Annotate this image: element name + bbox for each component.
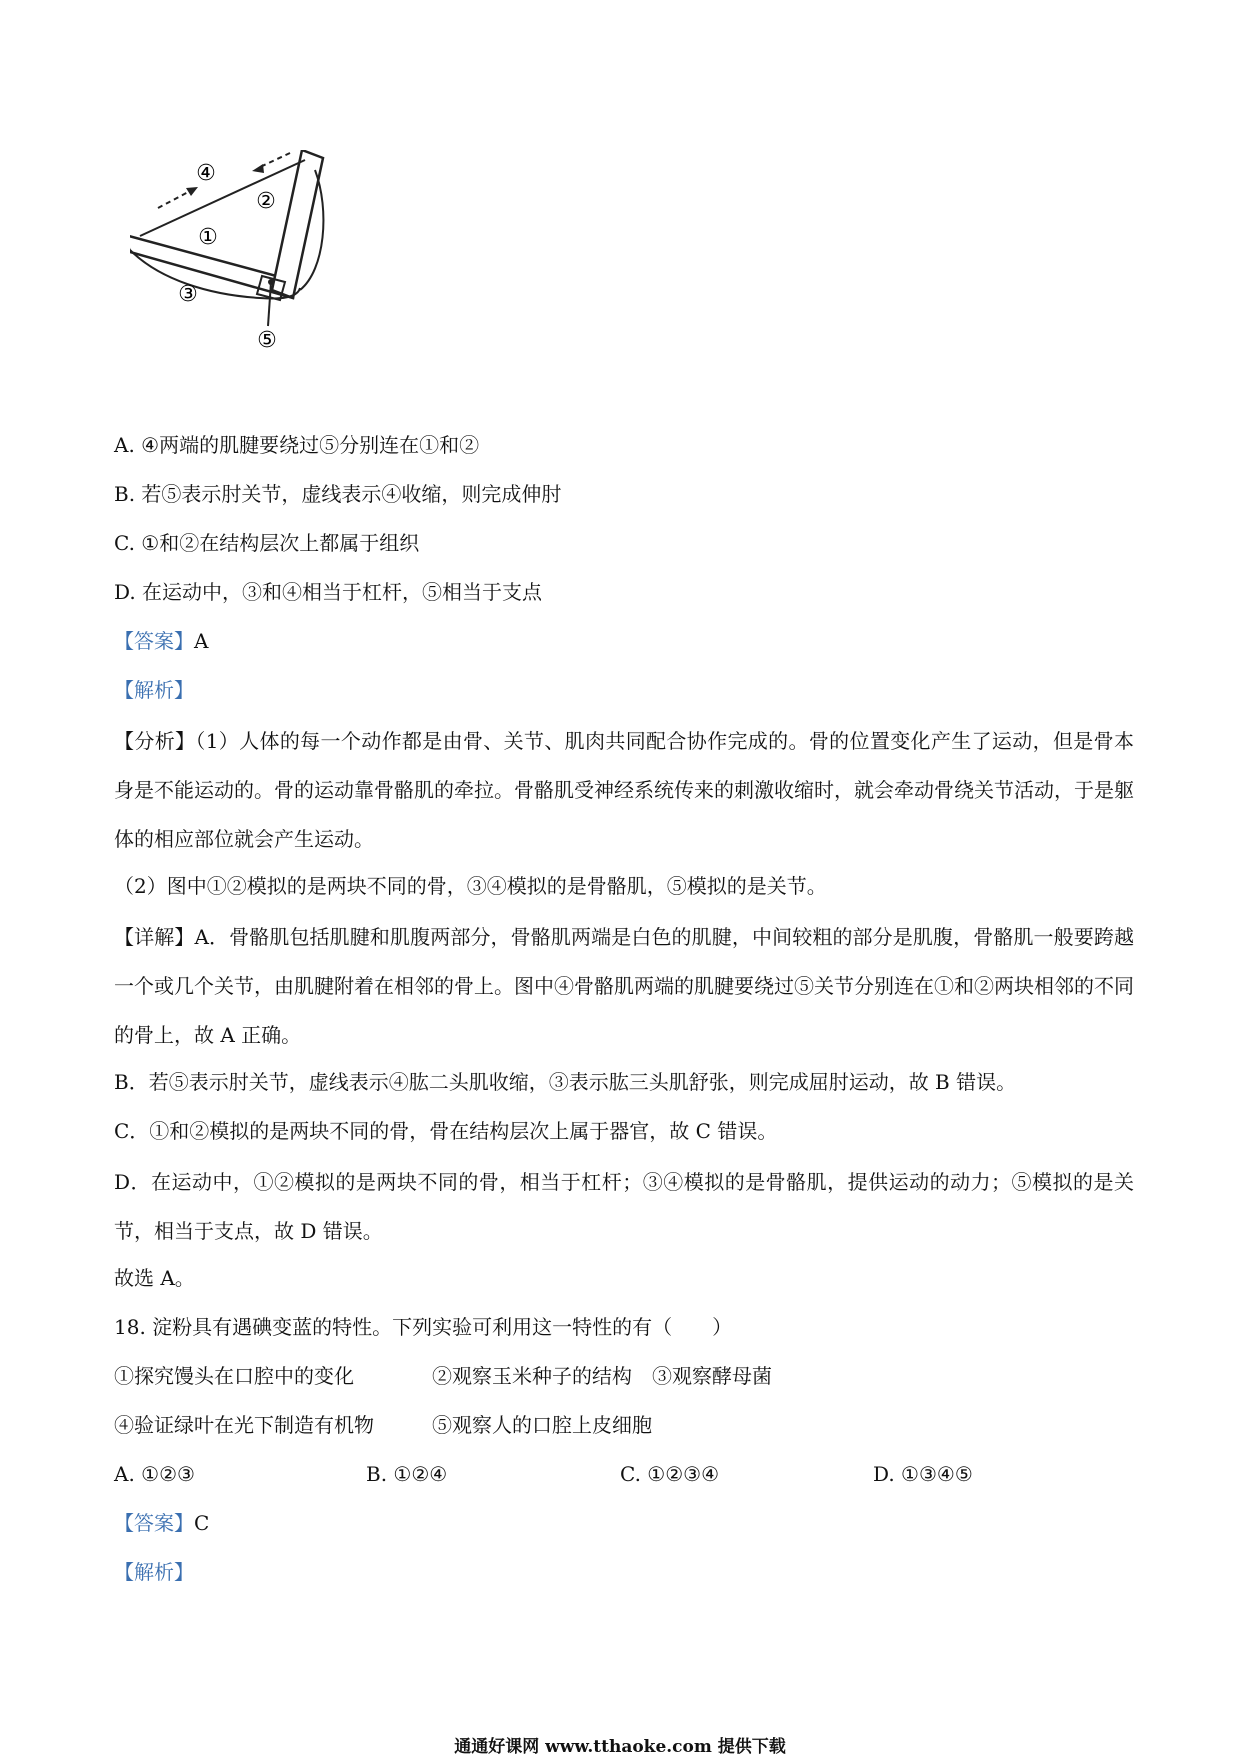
q18-item-3: ③观察酵母菌: [652, 1364, 772, 1388]
q17-answer: [114, 629, 208, 653]
fenxi-tag: 【分析】: [114, 729, 196, 753]
q17-conclusion: 故选 A。: [114, 1266, 195, 1290]
q18-item-4: ④验证绿叶在光下制造有机物: [114, 1413, 374, 1437]
q17-option-a: A. ④两端的肌腱要绕过⑤分别连在①和②: [114, 433, 480, 457]
q17-option-b: B. 若⑤表示肘关节，虚线表示④收缩，则完成伸肘: [114, 482, 562, 506]
label-1: ①: [198, 225, 218, 250]
q17-detail-d-paragraph: D．在运动中，①②模拟的是两块不同的骨，相当于杠杆；③④模拟的是骨骼肌，提供运动的动力；⑤模拟的是关节，相当于支点，故 D 错误。: [114, 1170, 1134, 1243]
q18-item-2: ②观察玉米种子的结构: [432, 1364, 632, 1388]
q17-detail-c: C．①和②模拟的是两块不同的骨，骨在结构层次上属于器官，故 C 错误。: [114, 1119, 778, 1143]
q18-stem: 18. 淀粉具有遇碘变蓝的特性。下列实验可利用这一特性的有（ ）: [114, 1315, 733, 1339]
q17-option-c: C. ①和②在结构层次上都属于组织: [114, 531, 420, 555]
q18-option-a: A. ①②③: [114, 1462, 195, 1486]
muscle-4-line: [140, 160, 305, 236]
q17-analysis-heading: [114, 678, 194, 702]
detail-a-text: A．骨骼肌包括肌腱和肌腹两部分，骨骼肌两端是白色的肌腱，中间较粗的部分是肌腹，骨骼肌一般要跨越一个或几个关节，由肌腱附着在相邻的骨上。图中④骨骼肌两端的肌腱要绕过⑤关节分别连在①和②两块相邻的不同的骨上，故 A 正确。: [114, 925, 1134, 1047]
q18-item-1: ①探究馒头在口腔中的变化: [114, 1364, 354, 1388]
label-2: ②: [256, 189, 276, 214]
label-4: ④: [196, 161, 216, 186]
q18-option-b: B. ①②④: [366, 1462, 448, 1486]
answer-tag: 【答案】: [114, 1511, 194, 1535]
muscle-bone-model-diagram: [130, 150, 380, 410]
analysis-tag: 【解析】: [114, 678, 194, 702]
q17-detail-a-paragraph: [114, 913, 1134, 1060]
label-5: ⑤: [257, 328, 277, 353]
label-3: ③: [178, 282, 198, 307]
q17-option-d: D. 在运动中，③和④相当于杠杆，⑤相当于支点: [114, 580, 543, 604]
q17-fenxi-2: （2）图中①②模拟的是两块不同的骨，③④模拟的是骨骼肌，⑤模拟的是关节。: [114, 874, 827, 898]
q17-detail-b: B．若⑤表示肘关节，虚线表示④肱二头肌收缩，③表示肱三头肌舒张，则完成屈肘运动，故 B 错误。: [114, 1070, 1017, 1094]
fenxi-text-1: （1）人体的每一个动作都是由骨、关节、肌肉共同配合协作完成的。骨的位置变化产生了运动，但是骨本身是不能运动的。骨的运动靠骨骼肌的牵拉。骨骼肌受神经系统传来的刺激收缩时，就会牵动骨绕关节活动，于是躯体的相应部位就会产生运动。: [114, 729, 1134, 851]
dashed-arrow-left-head: [186, 187, 198, 196]
detail-tag: 【详解】: [114, 925, 195, 949]
analysis-tag: 【解析】: [114, 1560, 194, 1584]
answer-value: A: [194, 629, 209, 653]
answer-value: C: [194, 1511, 210, 1535]
q18-answer: [114, 1511, 209, 1535]
answer-tag: 【答案】: [114, 629, 194, 653]
dashed-arrow-right-head: [252, 164, 264, 173]
q17-fenxi-paragraph: [114, 717, 1134, 864]
q18-item-5: ⑤观察人的口腔上皮细胞: [432, 1413, 652, 1437]
page-footer: 通通好课网 www.tthaoke.com 提供下载: [454, 1737, 786, 1757]
q18-option-c: C. ①②③④: [620, 1462, 720, 1486]
q18-option-d: D. ①③④⑤: [873, 1462, 973, 1486]
q18-analysis-heading: [114, 1560, 194, 1584]
dashed-arrow-left-line: [158, 190, 192, 208]
